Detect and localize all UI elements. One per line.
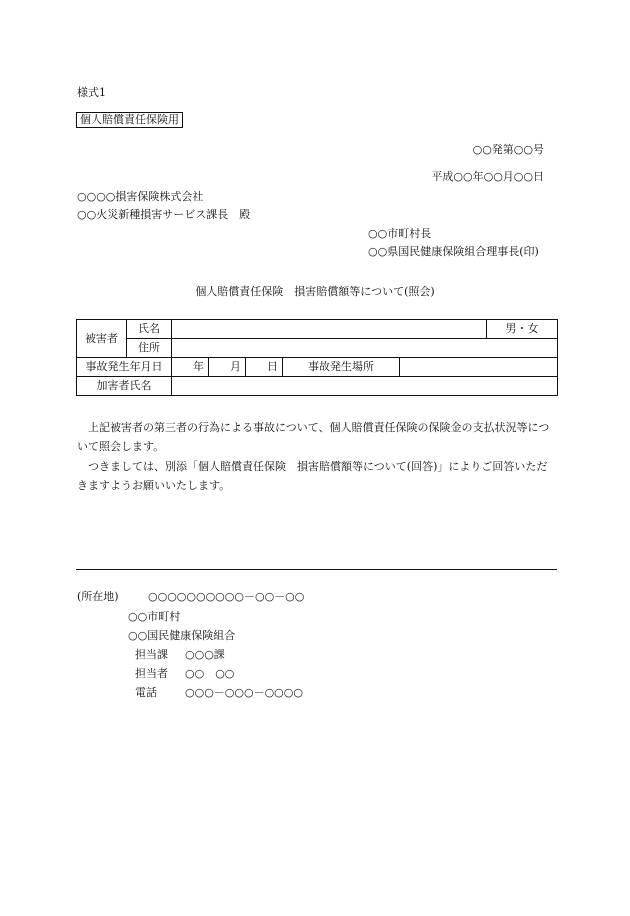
sender-mayor: ○○市町村長 <box>368 227 432 240</box>
perpetrator-name-field[interactable] <box>172 377 558 396</box>
accident-date-label: 事故発生年月日 <box>77 358 172 377</box>
victim-address-field[interactable] <box>172 339 558 358</box>
form-number: 様式1 <box>77 86 106 99</box>
sender-chairman: ○○県国民健康保険組合理事長(印) <box>368 245 539 258</box>
footer-address-value: ○○○○○○○○○○－○○－○○ <box>148 590 305 603</box>
accident-day-field[interactable]: 日 <box>246 358 283 377</box>
staff-label: 担当者 <box>135 667 168 680</box>
document-number: ○○発第○○号 <box>472 143 544 156</box>
victim-label: 被害者 <box>77 320 127 358</box>
body-paragraph-1-text: 上記被害者の第三者の行為による事故について、個人賠償責任保険の保険金の支払状況等について照会します。 <box>77 421 550 453</box>
body-paragraph-2-text: つきましては、別添「個人賠償責任保険 損害賠償額等について(回答)」によりご回答いただきますようお願いいたします。 <box>77 460 548 492</box>
accident-month-field[interactable]: 月 <box>209 358 246 377</box>
perpetrator-label: 加害者氏名 <box>77 377 172 396</box>
footer-address-label: (所在地) <box>77 590 119 603</box>
table-row <box>77 320 558 339</box>
phone-label: 電話 <box>135 686 157 699</box>
recipient-company: ○○○○損害保険株式会社 <box>77 190 204 203</box>
footer-association: ○○国民健康保険組合 <box>128 629 236 642</box>
victim-info-table <box>76 319 558 396</box>
section-value: ○○○課 <box>185 648 225 661</box>
name-label: 氏名 <box>127 320 172 339</box>
staff-value: ○○ ○○ <box>185 667 235 680</box>
document-date: 平成○○年○○月○○日 <box>431 170 544 183</box>
document-subject: 個人賠償責任保険 損害賠償額等について(照会) <box>195 285 435 298</box>
table-row <box>77 358 558 377</box>
footer-municipality: ○○市町村 <box>128 610 181 623</box>
section-label: 担当課 <box>135 648 168 661</box>
footer-divider <box>76 569 557 570</box>
victim-name-field[interactable] <box>172 320 487 339</box>
form-type-label: 個人賠償責任保険用 <box>76 112 183 128</box>
accident-year-field[interactable]: 年 <box>172 358 209 377</box>
table-row <box>77 377 558 396</box>
body-paragraph-2 <box>77 457 557 495</box>
body-paragraph-1 <box>77 418 557 456</box>
accident-place-field[interactable] <box>400 358 558 377</box>
gender-field[interactable]: 男・女 <box>487 320 558 339</box>
accident-place-label: 事故発生場所 <box>283 358 400 377</box>
recipient-title: ○○火災新種損害サービス課長 殿 <box>77 208 251 221</box>
phone-value: ○○○－○○○－○○○○ <box>185 686 303 699</box>
address-label: 住所 <box>127 339 172 358</box>
table-row <box>77 339 558 358</box>
